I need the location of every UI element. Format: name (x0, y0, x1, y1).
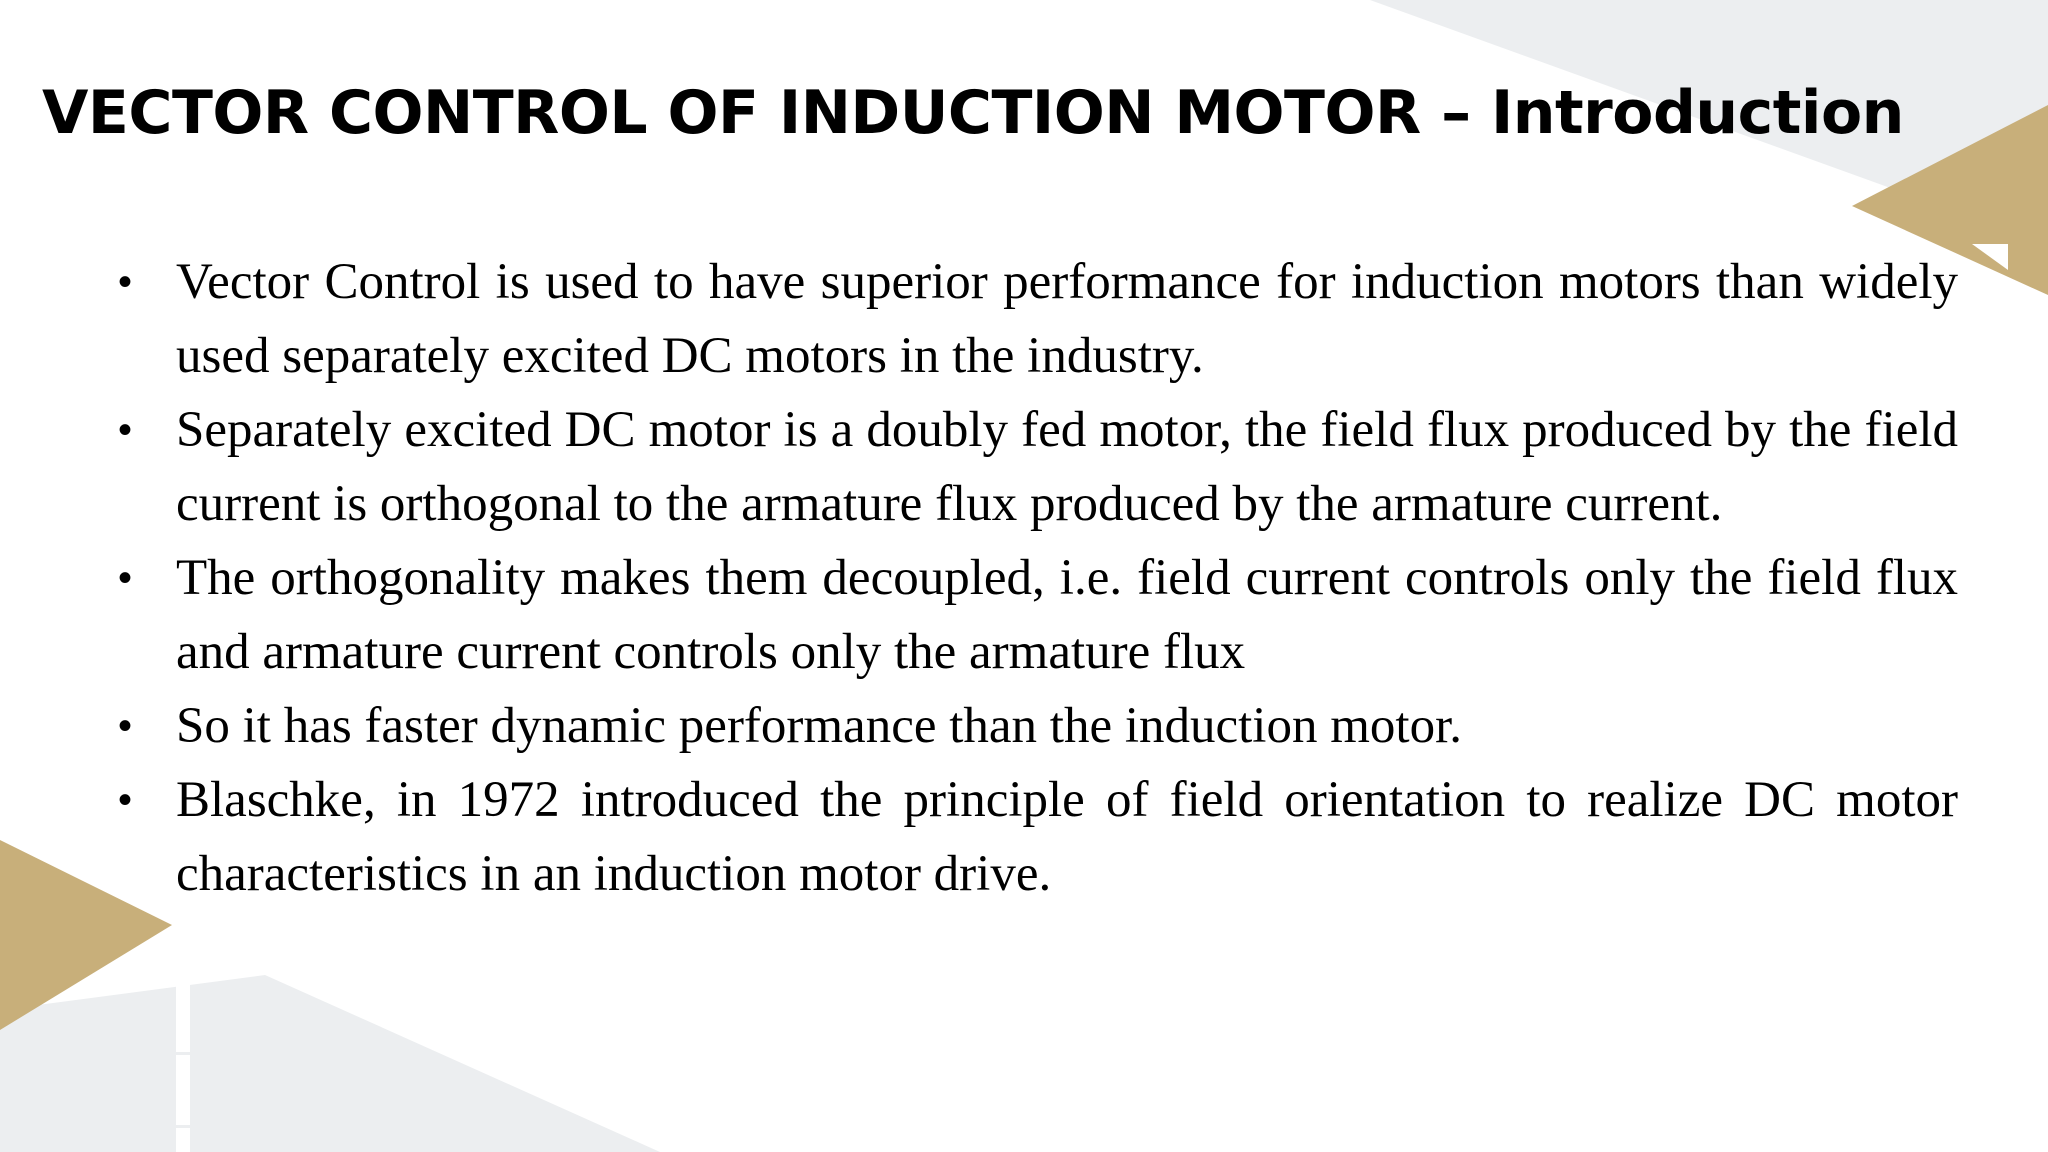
bullet-list (118, 245, 1958, 911)
bullet-marker: • (118, 778, 133, 822)
bullet-item (118, 245, 1958, 393)
bullet-text: Separately excited DC motor is a doubly fed motor, the field flux produced by the field current is orthogonal to the armature flux produced by the armature current. (176, 402, 1958, 532)
bullet-marker: • (118, 260, 133, 304)
bullet-text: Vector Control is used to have superior performance for induction motors than widely used separately excited DC motors in the industry. (176, 254, 1958, 384)
bullet-item (118, 689, 1958, 763)
bullet-text: Blaschke, in 1972 introduced the principle of field orientation to realize DC motor characteristics in an induction motor drive. (176, 772, 1958, 902)
slide-title: VECTOR CONTROL OF INDUCTION MOTOR – Introduction (42, 78, 1904, 148)
bullet-marker: • (118, 704, 133, 748)
bullet-text: So it has faster dynamic performance than the induction motor. (176, 698, 1462, 754)
bottom-left-strip-divider (176, 1052, 190, 1055)
bullet-marker: • (118, 556, 133, 600)
bottom-left-gray-shape (0, 975, 660, 1152)
bullet-item (118, 763, 1958, 911)
bottom-left-strip-divider (176, 1125, 190, 1128)
bullet-marker: • (118, 408, 133, 452)
bullet-text: The orthogonality makes them decoupled, i.e. field current controls only the field flux and armature current controls only the armature flux (176, 550, 1958, 680)
bullet-item (118, 393, 1958, 541)
bullet-item (118, 541, 1958, 689)
